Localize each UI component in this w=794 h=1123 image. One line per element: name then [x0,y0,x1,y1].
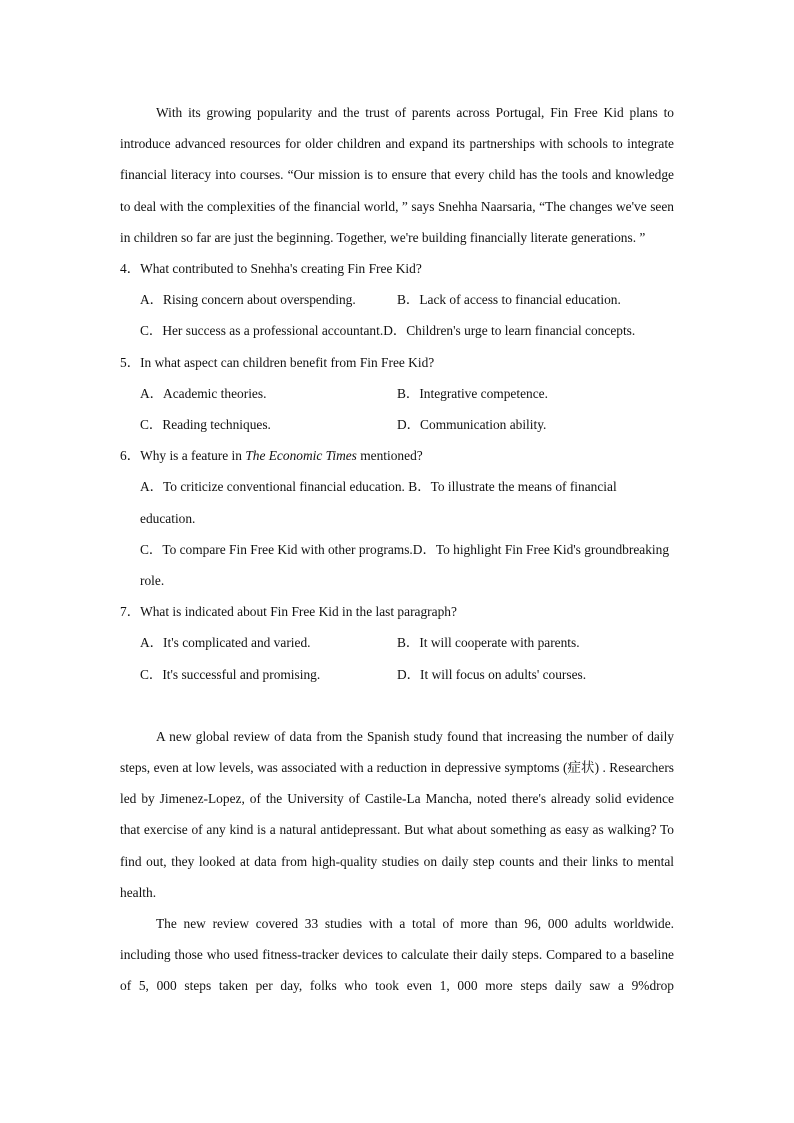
question-6-options-ab[interactable]: A．To criticize conventional financial education. B．To illustrate the means of financial education. [140,479,617,526]
question-5-options-cd [120,409,674,440]
newspaper-title: The Economic Times [245,448,357,464]
question-4-stem: 4．What contributed to Snehha's creating Fin Free Kid? [120,261,422,277]
question-5-stem: 5．In what aspect can children benefit from Fin Free Kid? [120,354,435,370]
question-5-option-a[interactable]: A．Academic theories. [140,385,267,401]
question-5-options-ab [120,378,674,409]
section-gap [120,690,674,721]
question-4-options-cd [120,315,674,346]
question-5-option-c[interactable]: C．Reading techniques. [140,417,271,433]
question-5-option-d[interactable]: D．Communication ability. [397,417,547,433]
question-7-option-c[interactable]: C．It's successful and promising. [140,666,321,682]
question-6-stem-end: mentioned? [356,448,423,464]
question-7-option-a[interactable]: A．It's complicated and varied. [140,635,311,651]
question-5-option-b[interactable]: B．Integrative competence. [397,385,548,401]
question-4-option-a[interactable]: A．Rising concern about overspending. [140,292,356,308]
question-4-option-c[interactable]: C．Her success as a professional accountant. [140,323,384,339]
question-7-stem: 7．What is indicated about Fin Free Kid in the last paragraph? [120,604,457,620]
question-7-option-b[interactable]: B．It will cooperate with parents. [397,635,580,651]
passage-two-paragraph-2: The new review covered 33 studies with a total of more than 96, 000 adults worldwide. including those who used fitness-tracker devices to calculate their daily steps. Compared to a baseline of 5, 000 steps taken per day, folks who took even 1, 000 more steps daily saw a 9%drop [120,916,674,994]
question-7-option-d[interactable]: D．It will focus on adults' courses. [397,666,587,682]
question-6-options-cd[interactable]: C．To compare Fin Free Kid with other programs.D．To highlight Fin Free Kid's groundbreaking role. [140,541,670,589]
question-4-option-b[interactable]: B．Lack of access to financial education. [397,292,621,308]
question-4-options-ab [120,284,674,315]
question-7-options-ab [120,627,674,658]
question-6-stem-start: 6．Why is a feature in [120,448,246,464]
document-page [120,97,674,1002]
intro-paragraph: With its growing popularity and the trust of parents across Portugal, Fin Free Kid plans to introduce advanced resources for older children and expand its partnerships with schools to integrate financial literacy into courses. “Our mission is to ensure that every child has the tools and knowledge to deal with the complexities of the financial world, ” says Snehha Naarsaria, “The changes we've seen in children so far are just the beginning. Together, we're building financially literate generations. ” [120,105,674,245]
passage-two-paragraph-1: A new global review of data from the Spanish study found that increasing the number of daily steps, even at low levels, was associated with a reduction in depressive symptoms (症状) . Researchers led by Jimenez-Lopez, of the University of Castile-La Mancha, noted there's already solid evidence that exercise of any kind is a natural antidepressant. But what about something as easy as walking? To find out, they looked at data from high-quality studies on daily step counts and their links to mental health. [120,728,674,900]
question-6-stem [120,440,674,471]
question-7-options-cd [120,659,674,690]
question-4-option-d[interactable]: D．Children's urge to learn financial concepts. [383,323,636,339]
